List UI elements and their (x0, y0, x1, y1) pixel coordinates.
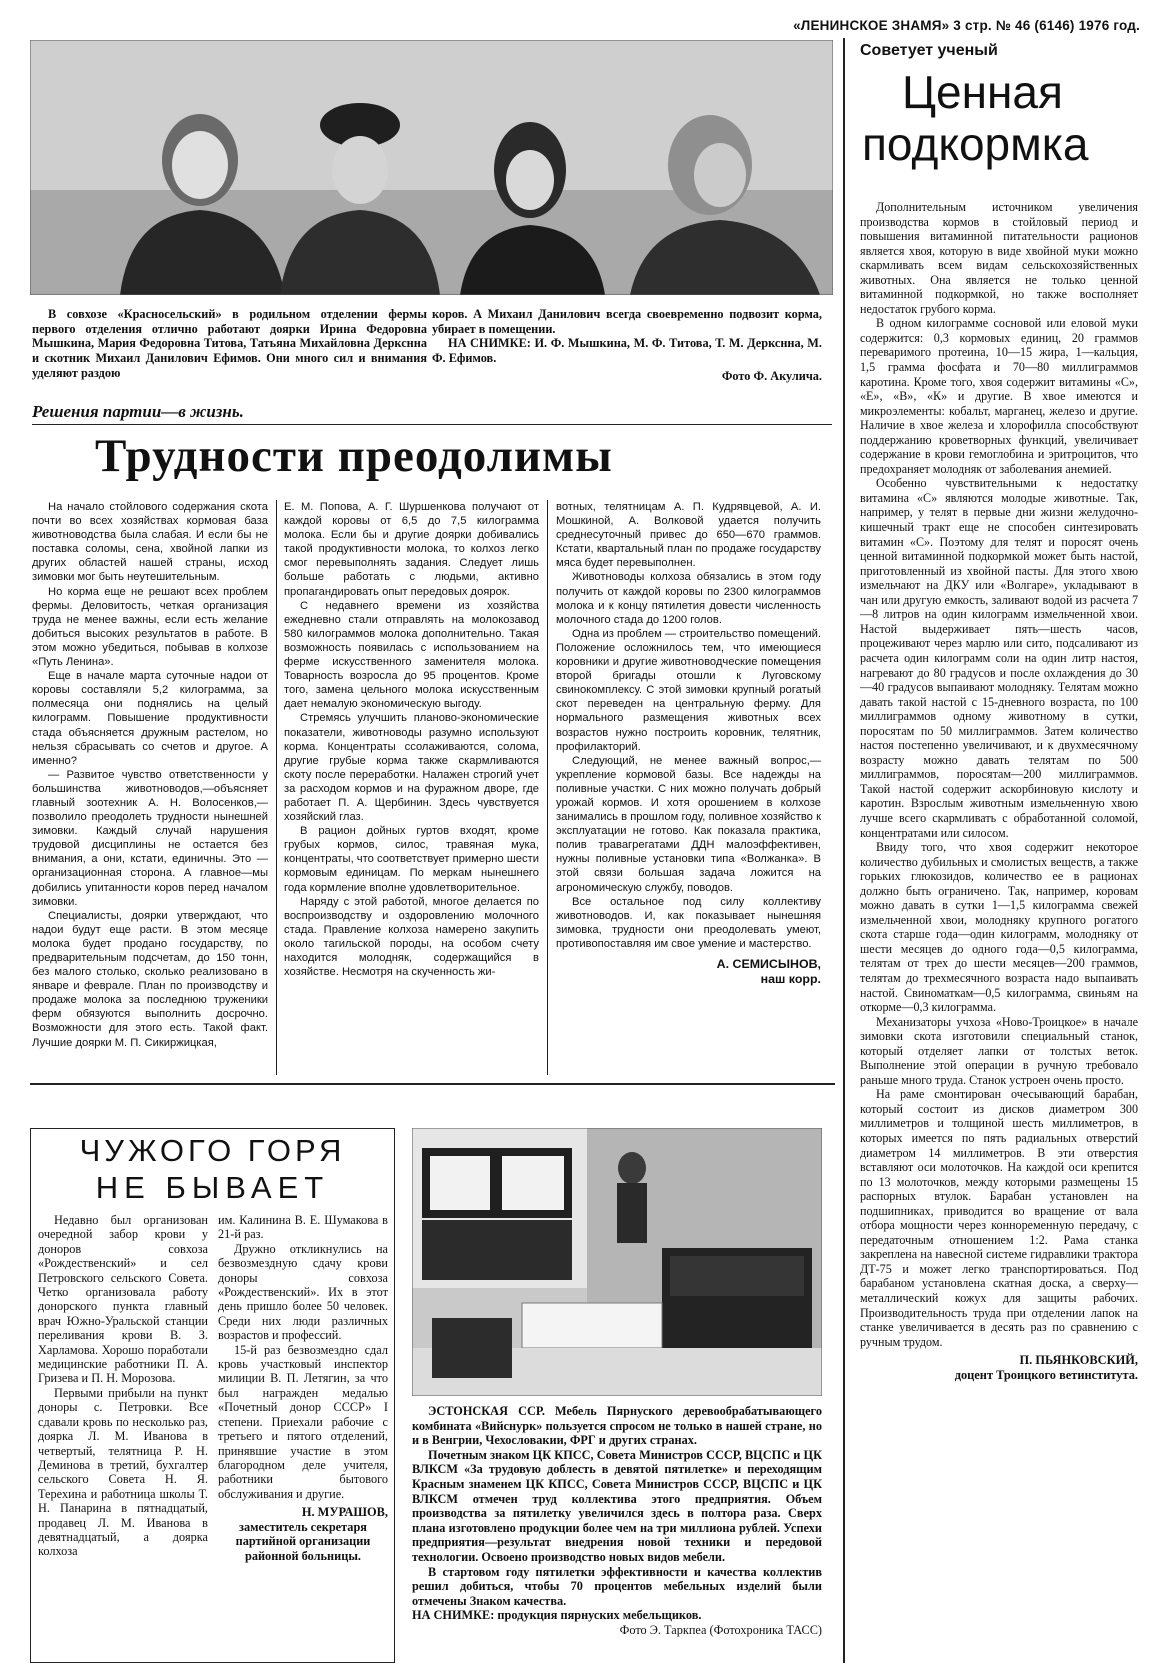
donor-article-author-role: заместитель секретаря партийной организации районной больницы. (235, 1519, 371, 1563)
right-article-author: П. ПЬЯНКОВСКИЙ, (1019, 1353, 1138, 1368)
main-article-col2: Е. М. Попова, А. Г. Шуршенкова получают от каждой коровы от 6,5 до 7,5 килограмма молока. Если бы и другие доярки добивались такой продуктивности молока, то колхоз легко смог перевыполнять задания. Следует лишь больше работать с людьми, активно пропагандировать опыт передовых доярок. С недавнего времени из хозяйства ежедневно стали отправлять на молокозавод 580 килограммов молока дополнительно. Такая возможность появилась с использованием на ферме искусственного заменителя молока. Товарность возросла до 95 процентов. Кроме того, замена цельного молока искусственным дает немалую экономическую выгоду. Стремясь улучшить планово-экономические показатели, животноводы разумно используют корма. Концентраты ссолаживаются, солома, другие грубые корма также скармливаются скоту после переработки. Налажен строгий учет за расходом кормов и на фуражном дворе, где работает П. А. Щербинин. Здесь чувствуется хозяйский глаз. В рацион дойных гуртов входят, кроме грубых кормов, силос, травяная мука, концентраты, что соответствует примерно шести кормовым единицам. По меркам нынешнего года кормление вполне удовлетворительное. Наряду с этой работой, многое делается по воспроизводству и оздоровлению молочного стада. Правление колхоза намерено закупить около тагильской породы, на особом счету находится молодняк, содержащийся в хозяйстве. Несмотря на скученность жи- (284, 501, 539, 979)
rubric-underline (32, 424, 832, 425)
right-article-title-line1: Ценная (902, 66, 1063, 118)
right-column-rule (843, 38, 845, 1663)
main-article-col3: вотных, телятницам А. П. Кудрявцевой, А. И. Мошкиной, А. Волковой удается получить среднесуточный привес до 650—670 граммов. Кстати, квартальный план по продаже государству мяса будет перевыполнен. Животноводы колхоза обязались в этом году получить от каждой коровы по 2300 килограммов молока и к концу пятилетия довести численность молочного стада до 1200 голов. Одна из проблем — строительство помещений. Положение осложнилось тем, что имеющиеся коровники и другие животноводческие помещения второй бригады отошли к Луговскому свинокомплексу. С этой зимовки крупный рогатый скот переведен на центральную ферму. Для нормального размещения животных всех возрастов нужно построить коровник, телятник, профилакторий. Следующий, не менее важный вопрос,—укрепление кормовой базы. Все надежды на поливные участки. С них можно получать добрый урожай кормов. И хотя орошением в колхозе занимались в прошлом году, поливное хозяйство к эксплуатации не готово. Как показала практика, полив травагрегатами ДДН малоэффективен, нужны поливные установки типа «Волжанка». В этой связи большая задача ложится на агрономическую службу, поводов. Все остальное под силу коллективу животноводов. И, как показывает нынешняя зимовка, трудности они преодолевать умеют, противопоставляя им свое умение и мастерство. А. СЕМИСЫНОВ, наш корр. (556, 501, 821, 986)
furniture-photo-credit: Фото Э. Таркпеа (Фотохроника ТАСС) (619, 1622, 822, 1637)
top-photo-credit: Фото Ф. Акулича. (721, 368, 822, 383)
main-article-col1: На начало стойлового содержания скота почти во всех хозяйствах кормовая база животноводства была слабая. И если бы не поставка соломы, сена, хвойной лапки из других областей нашей страны, исход зимовки мог быть неутешительным. Но корма еще не решают всех проблем фермы. Деловитость, четкая организация труда не менее важны, если есть желание добиться высоких результатов в работе. В этом можно убедиться, побывав в колхозе «Путь Ленина». Еще в начале марта суточные надои от коровы составляли 5,2 килограмма, за полмесяца они поднялись на целый килограмм. Повышение продуктивности стада объясняется дружным растелом, но нельзя сбрасывать со счетов и другое. А именно? — Развитое чувство ответственности у большинства животноводов,—объясняет главный зоотехник А. Н. Волосенков,—позволило преодолеть трудности нынешней зимовки. Каждый случай нарушения трудовой дисциплины не остается без внимания, а они, кстати, единичны. Это — организационная сторона. А главное—мы добились упитанности коров перед началом зимовки. Специалисты, доярки утверждают, что надои будут еще расти. В этом месяце молока будет продано государству, по предварительным подсчетам, до 150 тонн, без малого столько, сколько реализовано в январе и феврале. План по производству и продаже молока за последнюю труженики ферм обязуются выполнить досрочно. Возможности для этого есть. Такой факт. Лучшие доярки М. П. Сикиржицкая, (32, 501, 268, 1049)
photo-illustration (30, 40, 833, 295)
donor-article-title-line2: НЕ БЫВАЕТ (95, 1170, 330, 1205)
main-article-rubric: Решения партии—в жизнь. (32, 402, 244, 421)
column-divider (547, 500, 548, 1075)
column-divider (276, 500, 277, 1075)
donor-article-author: Н. МУРАШОВ, (301, 1505, 388, 1520)
top-photo-caption-left: В совхозе «Красносельский» в родильном отделении фермы первого отделения отлично работают доярки Ирина Федоровна Мышкина, Мария Федоровна Титова, Татьяна Михайловна Деркснна и скотник Михаил Данилович Ефимов. Они много сил и внимания уделяют раздою (32, 307, 427, 380)
page-number: 3 стр. (953, 18, 992, 33)
right-article-title-line2: подкормка (862, 118, 1089, 170)
donor-article-title-line1: ЧУЖОГО ГОРЯ (79, 1133, 346, 1168)
right-article-rubric: Советует ученый (860, 42, 998, 59)
caption-lead: ЭСТОНСКАЯ ССР. (428, 1404, 545, 1418)
masthead (700, 18, 1140, 38)
furniture-photo (412, 1128, 822, 1396)
donor-article-col1: Недавно был организован очередной забор крови у доноров совхоза «Рождественский» и сел Петровского сельского Совета. Четко организовала работу донорского пункта главный врач Южно-Уральской станции переливания крови В. З. Харламова. Хорошо поработали медицинские работники П. А. Гризева и П. Н. Морозова. Первыми прибыли на пункт доноры с. Петровки. Все сдавали кровь по несколько раз, доярка Л. М. Иванова в четвертый, телятница Р. Н. Деминова в третий, бухгалтер сельского Совета Н. Я. Терехина и работница школы Т. Н. Панарина в пятнадцатый, продавец Л. М. Иванова в девятнадцатый, а доярка колхоза (38, 1213, 208, 1559)
main-article-author-role: наш корр. (760, 971, 821, 986)
furniture-on-photo: НА СНИМКЕ: продукция пярнуских мебельщиков. (412, 1608, 702, 1623)
top-photo-caption-right: коров. А Михаил Данилович всегда своевременно подвозит корма, убирает в помещении. НА СНИМКЕ: И. Ф. Мышкина, М. Ф. Титова, Т. М. Деркснна, М. Ф. Ефимов. Фото Ф. Акулича. (432, 307, 822, 383)
furniture-photo-caption: ЭСТОНСКАЯ ССР. Мебель Пярнуского деревообрабатывающего комбината «Вийснурк» пользуется спросом не только в нашей стране, но и в Венгрии, Чехословакии, ФРГ и других странах. Почетным знаком ЦК КПСС, Совета Министров СССР, ВЦСПС и ЦК ВЛКСМ «За трудовую доблесть в девятой пятилетке» и переходящим Красным знаменем ЦК КПСС, Совета Министров СССР, ВЦСПС и ЦК ВЛКСМ отмечен труд коллектива этого предприятия. Объем производства за пятилетку увеличился здесь в полтора раза. Сверх плана изготовлено продукции более чем на три миллиона рублей. Успехи предприятия—результат внедрения новой техники и передовой технологии. Освоено производство новых видов мебели. В стартовом году пятилетки эффективности и качества коллектив решил добиться, чтобы 70 процентов мебельных изделий были отмечены Знаком качества. НА СНИМКЕ: продукция пярнуских мебельщиков. Фото Э. Таркпеа (Фотохроника ТАСС) (412, 1404, 822, 1637)
main-article-author: А. СЕМИСЫНОВ, (716, 957, 821, 971)
right-article-body: Дополнительным источником увеличения производства кормов в стойловый период и повышения витаминной питательности рационов является хвоя, которую в виде хвойной муки можно скармливать всем видам сельскохозяйственных животных. Она является не только ценной витаминной подкормкой, но также восполняет недостаток грубого корма. В одном килограмме сосновой или еловой муки содержится: 0,3 кормовых единиц, 20 граммов переваримого протеина, 10—15 жира, 1—кальция, 1,5 грамма фосфата и 70—80 миллиграммов каротина. Кроме того, хвоя содержит витамины «С», «Е», «В», «К» и другие. В хвое имеются и микроэлементы: кобальт, марганец, железо и другие. Наличие в хвое железа и хлорофилла способствуют поддержанию кроветворных функций, увеличивает содержание в крови гемоглобина и эритроцитов, что предохраняет молодняк от заболевания анемией. Особенно чувствительными к недостатку витамина «С» являются молодые животные. Так, например, у телят в первые дни жизни желудочно-кишечный тракт еще не способен синтезировать витамин «С». Поэтому для телят и поросят очень ценной витаминной подкормкой может быть настой, приготовленный из хвойной пасты. Для этого хвою измельчают на ДКУ или «Волгаре», укладывают в чан или другую емкость, заливают водой из расчета 7—8 литров на один килограмм измельченной хвои. Настой выдерживает пять—шесть часов, процеживают через марлю или сито, подсаливают из расчета один килограмм соли на один литр настоя, нагревают до 80 градусов и после охлаждения до 30—40 градусов выпаивают молодняку. Телятам можно давать такой настой с 15-дневного возраста, по 100 миллиграммов одному животному в сутки, поросятам по 50 миллиграммов. Затем количество настоя постепенно увеличивают, и к двухмесячному возрасту можно давать телятам по 500 миллиграммов, поросятам—200 миллиграммов. Такой настой содержит аскорбиновую кислоту и каротин. Взрослым животным измельченную хвою лучше всего скармливать с обработанной соломой, концентратами или силосом. Ввиду того, что хвоя содержит некоторое количество дубильных и смолистых веществ, а также горьких глюкозидов, количество ее в рационах должно быть ограничено. Так, например, коровам можно давать в сутки 1—1,5 килограмма свежей измельченной хвои, молодняку крупного рогатого скота старше года—один килограмм, молодняку от шести месяцев до одного года—0,5 килограмма, телятам от трех до шести месяцев—200 граммов, телятам до трехмесячного возраста надо выпаивать настой. Свиноматкам—0,5 килограмма, свиньям на откорме—0,3 килограмма. Механизаторы учхоза «Ново-Троицкое» в начале зимовки скота изготовили специальный станок, который отделяет лапки от толстых веток. Выполнение этой операции в ручную требовало раньше много труда. Станок устроен очень просто. На раме смонтирован очесывающий барабан, который состоит из дисков диаметром 300 миллиметров и толщиной шесть миллиметров, в которых имеется по пять радиальных отверстий диаметром 14 миллиметров. В эти отверстия вставляют оси молоточков. На каждой оси крепится по 13 молоточков, между которыми размещены 15 распорных втулок. Барабан установлен на подшипниках, приводится во вращение от вала отбора мощности через конноременную передачу, с передаточным отношением 1:2. Рама станка закреплена на навесной системе гидравлики трактора ДТ-75 и может легко транспортироваться. Под барабаном установлена скатная доска, а сверху—металлический кожух для защиты рабочих. Производительность труда при отделении лапок на станке увеличивается в десять раз по сравнению с ручным трудом. П. ПЬЯНКОВСКИЙ, доцент Троицкого ветинститута. (860, 200, 1138, 1382)
section-rule (30, 1083, 835, 1085)
main-article-title: Трудности преодолимы (95, 430, 613, 482)
donor-article-col2: им. Калинина В. Е. Шумакова в 21-й раз. Дружно откликнулись на безвозмездную сдачу крови доноры совхоза «Рождественский». Их в этот день пришло более 50 человек. Среди них люди различных возрастов и профессий. 15-й раз безвозмездно сдал кровь участковый инспектор милиции В. П. Летягин, за что был награжден медалью «Почетный донор СССР» I степени. Приехали рабочие с третьего и пятого отделений, принявшие участие в этом благородном деле учителя, работники бытового обслуживания и другие. Н. МУРАШОВ, заместитель секретаря партийной организации районной больницы. (218, 1213, 388, 1563)
right-article-author-role: доцент Троицкого ветинститута. (954, 1367, 1138, 1382)
farm-workers-photo (30, 40, 833, 295)
newspaper-name: «ЛЕНИНСКОЕ ЗНАМЯ» (793, 18, 950, 33)
issue-number: № 46 (6146) 1976 год. (995, 18, 1140, 33)
furniture-illustration (412, 1128, 822, 1396)
